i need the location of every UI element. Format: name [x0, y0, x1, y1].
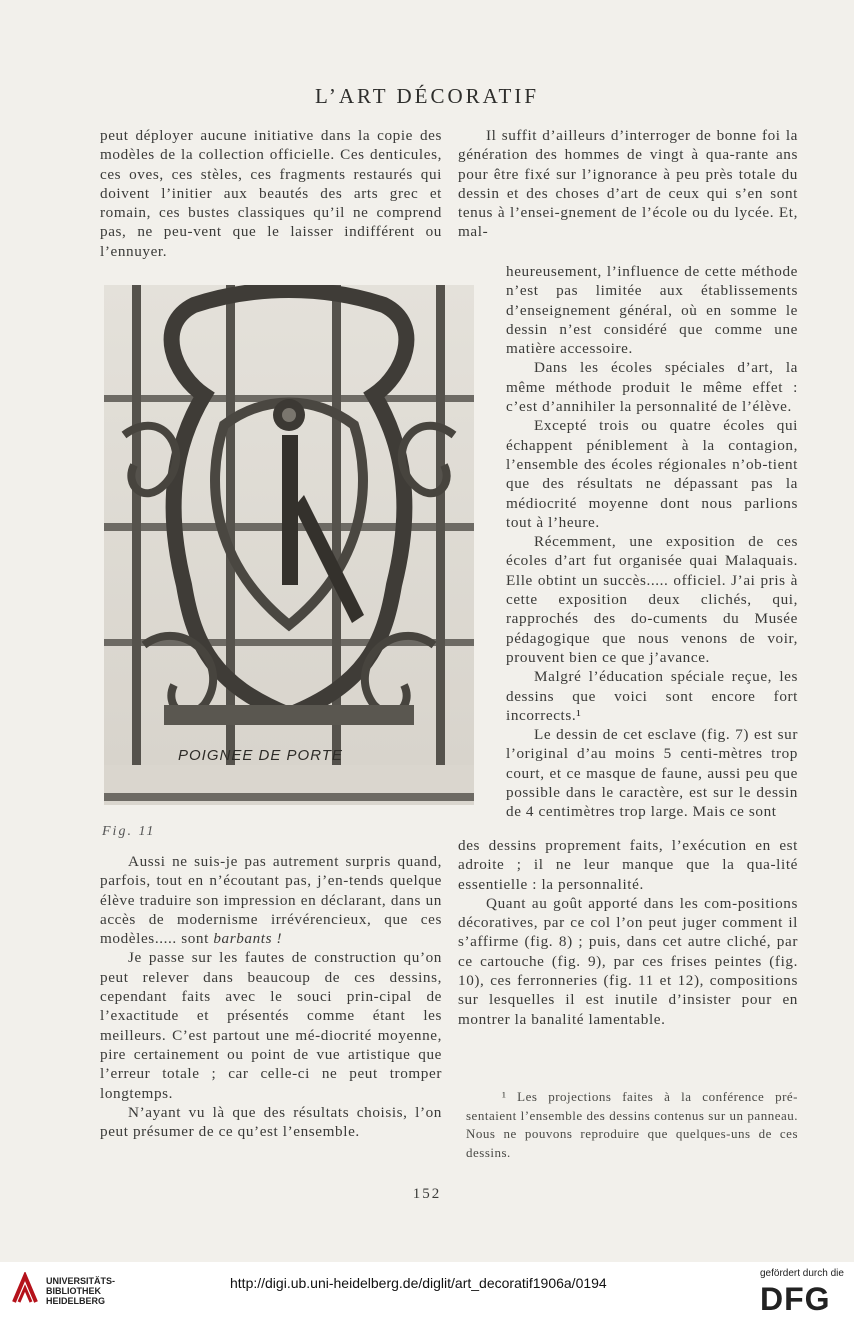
footnote-text: ¹ Les projections faites à la conférence pré-sentaient l’ensemble des dessins contenus sur un panneau. Nous ne pouvons reproduire que quelques-uns de ces dessins. — [466, 1089, 798, 1160]
column-right-wrap — [506, 262, 798, 822]
paragraph-text: Aussi ne suis-je pas autrement surpris quand, parfois, tout en n’écoutant pas, j’en-tends quelque élève traduire son impression en déclarant, dans un accès de modernisme irrévérencieux, que ces modèles..... sont — [100, 853, 442, 948]
library-line: BIBLIOTHEK — [46, 1286, 101, 1296]
figure-caption: Fig. 11 — [102, 824, 156, 839]
wrought-iron-photo — [104, 285, 474, 805]
paragraph: Il suffit d’ailleurs d’interroger de bonne foi la génération des hommes de vingt à qua-rante ans pour être fixé sur l’ignorance à peu près totale du dessin et des choses d’art de ceux qui s’en sont tenus à l’ensei-gnement de l’école ou du lycée. Et, mal- — [458, 127, 798, 241]
paragraph: Excepté trois ou quatre écoles qui échappent péniblement à la contagion, l’ensemble des écoles régionales n’ob-tient que des résultats ne dépassant pas la médiocrité moyenne dont nous parlions tout à l’heure. — [506, 417, 798, 531]
column-left-top — [100, 126, 442, 261]
paragraph: heureusement, l’influence de cette méthode n’est pas limitée aux établissements d’enseignement général, où en somme le dessin n’est considéré que comme une matière accessoire. — [506, 263, 798, 358]
paragraph — [100, 852, 442, 948]
paragraph: Récemment, une exposition de ces écoles d’art fut organisée quai Malaquais. Elle obtint un succès..... officiel. J’ai pris à cette exposition deux clichés, qui, rapprochés des do-cuments du Musée pédagogique que nous venons de voir, prouvent bien ce que j’avance. — [506, 533, 798, 666]
paragraph: Le dessin de cet esclave (fig. 7) est sur l’original d’au moins 5 centi-mètres trop court, et ce masque de faune, aussi peu que possible dans le caractère, est sur le dessin de 4 centimètres trop large. Mais ce sont — [506, 726, 798, 821]
library-line: HEIDELBERG — [46, 1296, 106, 1306]
library-name — [46, 1276, 115, 1306]
source-url-link[interactable]: http://digi.ub.uni-heidelberg.de/diglit/art_decoratif1906a/0194 — [230, 1275, 607, 1291]
footnote — [466, 1088, 798, 1162]
dfg-logo: DFG — [760, 1281, 831, 1317]
column-left-bottom — [100, 852, 442, 1141]
heidelberg-university-library-logo-icon — [10, 1272, 40, 1306]
paragraph: Dans les écoles spéciales d’art, la même méthode produit le même effet : c’est d’annihiler la personnalité de l’élève. — [506, 359, 798, 416]
paragraph: Je passe sur les fautes de construction qu’on peut relever dans beaucoup de ces dessins, cependant faits avec le souci prin-cipal de l’exactitude et présentés comme étant les meilleurs. C’est partout une mé-diocrité moyenne, pire certainement ou point de vue artistique que l’erreur totale ; car celle-ci ne peut tromper longtemps. — [100, 949, 442, 1102]
sponsor-caption: gefördert durch die — [760, 1268, 844, 1279]
paragraph: peut déployer aucune initiative dans la copie des modèles de la collection officielle. Ces denticules, ces oves, ces stèles, ces fragments restaurés qui doivent l’initier aux beautés des arts grec et romain, ces bustes classiques qu’il ne comprend pas, ne peu-vent que le laisser indifférent ou l’ennuyer. — [100, 127, 442, 260]
column-right-top — [458, 126, 798, 242]
paragraph: N’ayant vu là que des résultats choisis, l’on peut présumer de ce qu’est l’ensemble. — [100, 1103, 442, 1141]
paragraph: des dessins proprement faits, l’exécution en est adroite ; il ne leur manque que la qua-lité essentielle : la personnalité. — [458, 837, 798, 893]
page-number: 152 — [412, 1186, 442, 1202]
figure-inscription: POIGNEE DE PORTE — [178, 747, 343, 764]
footer-bar — [0, 1262, 854, 1322]
column-right-bottom — [458, 836, 798, 1029]
paragraph: Malgré l’éducation spéciale reçue, les dessins que voici sont encore fort incorrects.¹ — [506, 668, 798, 724]
paragraph: Quant au goût apporté dans les com-positions décoratives, par ce col l’on peut juger comment il s’affirme (fig. 8) ; puis, dans cet autre cliché, par ce cartouche (fig. 9), par ces frises peintes (fig. 10), ces ferronneries (fig. 11 et 12), compositions sur lesquelles il est inutile d’insister pour en montrer la banalité lamentable. — [458, 894, 798, 1028]
figure-plate-door-handle — [104, 285, 474, 805]
italic-word: barbants ! — [213, 930, 283, 948]
running-header: L’ART DÉCORATIF — [314, 84, 539, 108]
library-line: UNIVERSITÄTS- — [46, 1276, 116, 1286]
